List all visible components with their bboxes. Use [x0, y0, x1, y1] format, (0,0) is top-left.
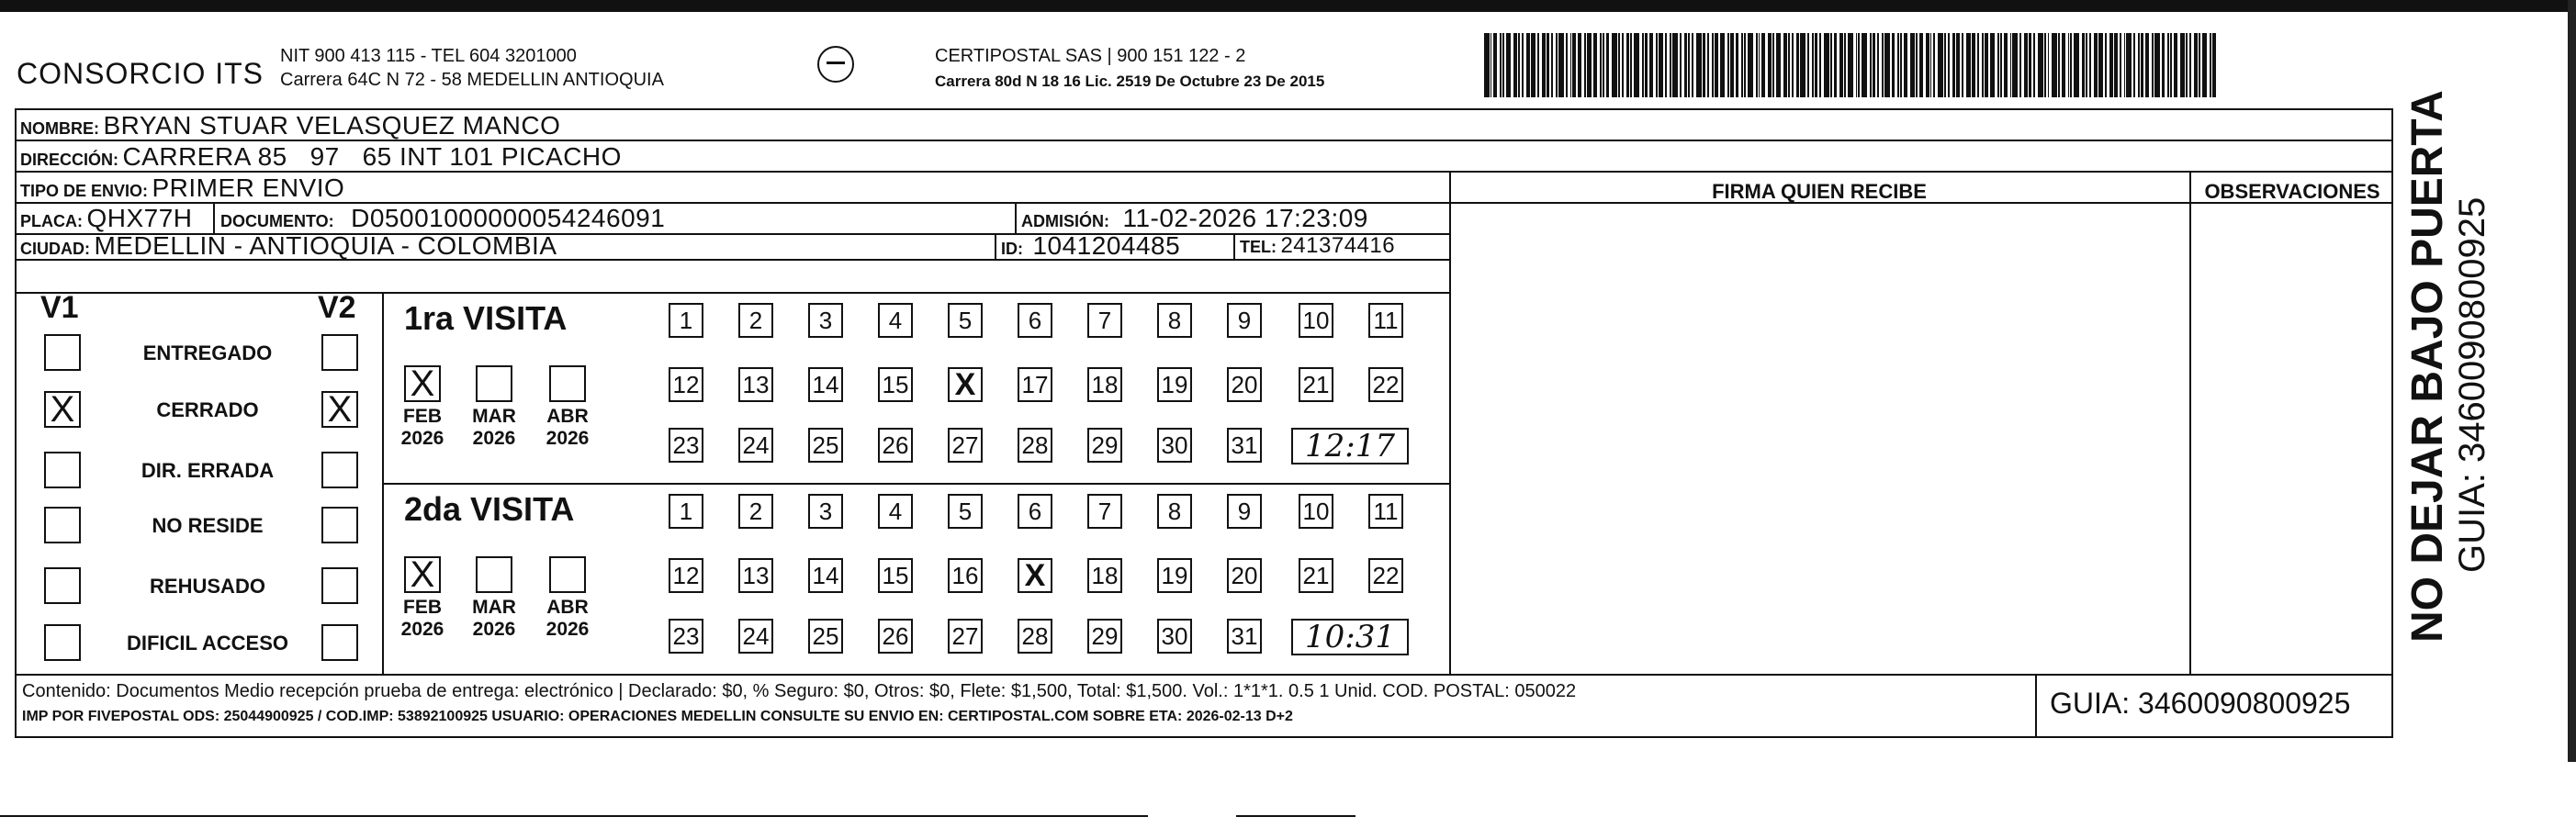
v1-label: V1: [40, 290, 79, 325]
day-box[interactable]: 5: [948, 494, 983, 529]
company-name: CONSORCIO ITS: [17, 57, 264, 90]
day-box[interactable]: 25: [808, 428, 843, 463]
barcode-bar: [1748, 33, 1753, 97]
barcode-bar: [1815, 33, 1818, 97]
day-box[interactable]: 28: [1018, 619, 1052, 654]
barcode-bar: [1688, 33, 1690, 97]
day-box[interactable]: 26: [878, 428, 913, 463]
day-box[interactable]: 3: [808, 303, 843, 338]
barcode-bar: [1500, 33, 1502, 97]
document-value: D05001000000054246091: [351, 204, 666, 232]
barcode-bar: [1518, 33, 1520, 97]
barcode-bar: [1703, 33, 1706, 97]
barcode-bar: [1584, 33, 1586, 97]
barcode-bar: [1948, 33, 1950, 97]
barcode-bar: [2068, 33, 2070, 97]
day-box[interactable]: 11: [1368, 303, 1403, 338]
month-checkbox[interactable]: X: [404, 365, 441, 402]
day-box[interactable]: 23: [669, 428, 703, 463]
day-box[interactable]: 21: [1299, 558, 1333, 593]
company-nit: NIT 900 413 115 - TEL 604 3201000: [280, 46, 577, 66]
barcode-bar: [1819, 33, 1821, 97]
day-box[interactable]: 29: [1087, 428, 1122, 463]
barcode-bar: [1933, 33, 1935, 97]
month-year: 2026: [472, 428, 516, 449]
barcode-bar: [1892, 33, 1895, 97]
v2-checkbox[interactable]: X: [321, 391, 358, 428]
barcode-bar: [1542, 33, 1546, 97]
barcode-bar: [1916, 33, 1918, 97]
barcode-bar: [1645, 33, 1648, 97]
barcode-bar: [1684, 33, 1688, 97]
barcode-bar: [2199, 33, 2200, 97]
barcode-bar: [2210, 33, 2211, 97]
day-box[interactable]: X: [1018, 558, 1052, 593]
barcode-bar: [1930, 33, 1932, 97]
barcode-bar: [1966, 33, 1972, 97]
barcode-bar: [1807, 33, 1809, 97]
barcode-bar: [1670, 33, 1671, 97]
barcode-bar: [2000, 33, 2002, 97]
barcode-bar: [1630, 33, 1632, 97]
firma-header: FIRMA QUIEN RECIBE: [1712, 180, 1927, 203]
company-address: Carrera 64C N 72 - 58 MEDELLIN ANTIOQUIA: [280, 70, 664, 90]
barcode-bar: [1715, 33, 1718, 97]
barcode-bar: [2109, 33, 2113, 97]
admission-value: 11-02-2026 17:23:09: [1122, 204, 1368, 232]
footer-contenido: Contenido: Documentos Medio recepción prueba de entrega: electrónico | Declarado: $0, % Seguro: $0, Otros: $0, Flete: $1,500, Total: $1,500. Vol.: 1*1*1. 0.5 1 Unid. COD. POSTAL: 050022: [22, 681, 1577, 701]
day-box[interactable]: 20: [1227, 367, 1262, 402]
barcode-bar: [1547, 33, 1550, 97]
direccion-field: DIRECCIÓN: CARRERA 85 97 65 INT 101 PICACHO: [20, 142, 622, 171]
status-option-label: REHUSADO: [150, 575, 265, 598]
barcode-bar: [1919, 33, 1923, 97]
day-box[interactable]: 5: [948, 303, 983, 338]
city-value: MEDELLIN - ANTIOQUIA - COLOMBIA: [94, 231, 557, 260]
signature-line: [0, 815, 1148, 817]
day-box[interactable]: 15: [878, 558, 913, 593]
day-box[interactable]: 27: [948, 428, 983, 463]
day-box[interactable]: 17: [1018, 367, 1052, 402]
barcode-bar: [1800, 33, 1805, 97]
barcode-bar: [1720, 33, 1726, 97]
month-checkbox[interactable]: [549, 365, 586, 402]
barcode-bar: [1736, 33, 1739, 97]
barcode-bar: [2133, 33, 2135, 97]
month-year: 2026: [546, 428, 590, 449]
barcode-bar: [1642, 33, 1644, 97]
visit-time: 10:31: [1291, 619, 1409, 655]
barcode-bar: [1856, 33, 1858, 97]
day-box[interactable]: 14: [808, 558, 843, 593]
shipment-type: PRIMER ENVIO: [152, 173, 345, 202]
day-box[interactable]: 27: [948, 619, 983, 654]
barcode-bar: [2044, 33, 2046, 97]
day-box[interactable]: 8: [1157, 303, 1192, 338]
day-box[interactable]: 15: [878, 367, 913, 402]
day-box[interactable]: 7: [1087, 494, 1122, 529]
day-box[interactable]: 24: [738, 619, 773, 654]
month-checkbox[interactable]: X: [404, 556, 441, 593]
barcode-bar: [1672, 33, 1678, 97]
barcode-bar: [1513, 33, 1517, 97]
v2-checkbox[interactable]: [321, 507, 358, 543]
barcode-bar: [1962, 33, 1963, 97]
barcode-bar: [1848, 33, 1853, 97]
day-box[interactable]: 31: [1227, 619, 1262, 654]
barcode-bar: [2138, 33, 2140, 97]
month-checkbox[interactable]: [476, 365, 512, 402]
barcode-bar: [2074, 33, 2079, 97]
barcode-bar: [1910, 33, 1916, 97]
observaciones-header: OBSERVACIONES: [2204, 180, 2380, 203]
barcode-bar: [1824, 33, 1829, 97]
v1-checkbox[interactable]: [44, 452, 81, 488]
side-guia: GUIA: 3460090800925: [2452, 196, 2492, 573]
barcode-bar: [2010, 33, 2012, 97]
barcode-bar: [1606, 33, 1610, 97]
barcode-bar: [2120, 33, 2121, 97]
barcode-bar: [1844, 33, 1846, 97]
barcode-bar: [1551, 33, 1553, 97]
day-box[interactable]: 25: [808, 619, 843, 654]
day-box[interactable]: 19: [1157, 367, 1192, 402]
barcode-bar: [1756, 33, 1758, 97]
barcode-bar: [2212, 33, 2216, 97]
day-box[interactable]: 18: [1087, 367, 1122, 402]
barcode-bar: [2145, 33, 2149, 97]
barcode-bar: [2189, 33, 2191, 97]
barcode-bar: [1882, 33, 1884, 97]
barcode-bar: [1904, 33, 1907, 97]
barcode-bar: [1783, 33, 1787, 97]
barcode-bar: [2052, 33, 2057, 97]
day-box[interactable]: 14: [808, 367, 843, 402]
barcode-bar: [2154, 33, 2160, 97]
month-label: ABR: [546, 406, 589, 427]
barcode-bar: [2089, 33, 2091, 97]
barcode-bar: [1603, 33, 1604, 97]
barcode-bar: [1484, 33, 1490, 97]
barcode-bar: [1696, 33, 1702, 97]
v1-checkbox[interactable]: [44, 334, 81, 371]
day-box[interactable]: 30: [1157, 428, 1192, 463]
barcode-bar: [2024, 33, 2028, 97]
barcode-bar: [1990, 33, 1996, 97]
barcode-bar: [1877, 33, 1879, 97]
day-box[interactable]: 2: [738, 494, 773, 529]
barcode-bar: [2162, 33, 2165, 97]
id-field: ID: 1041204485: [1001, 231, 1181, 260]
day-box[interactable]: 23: [669, 619, 703, 654]
month-year: 2026: [546, 619, 590, 640]
v1-checkbox[interactable]: [44, 507, 81, 543]
day-box[interactable]: X: [948, 367, 983, 402]
day-box[interactable]: 24: [738, 428, 773, 463]
barcode-bar: [1600, 33, 1602, 97]
barcode-bar: [1665, 33, 1667, 97]
barcode-bar: [1839, 33, 1843, 97]
barcode-bar: [1812, 33, 1814, 97]
barcode-bar: [1985, 33, 1988, 97]
barcode-bar: [2126, 33, 2132, 97]
barcode-bar: [1659, 33, 1664, 97]
carrier-name: CERTIPOSTAL SAS | 900 151 122 - 2: [935, 46, 1246, 66]
barcode-bar: [1727, 33, 1729, 97]
barcode-bar: [1707, 33, 1709, 97]
status-option-label: ENTREGADO: [142, 341, 273, 364]
barcode-bar: [2202, 33, 2208, 97]
day-box[interactable]: 10: [1299, 494, 1333, 529]
barcode-bar: [2062, 33, 2065, 97]
day-box[interactable]: 29: [1087, 619, 1122, 654]
day-box[interactable]: 11: [1368, 494, 1403, 529]
day-box[interactable]: 16: [948, 558, 983, 593]
id-value: 1041204485: [1032, 231, 1181, 260]
v2-checkbox[interactable]: [321, 452, 358, 488]
barcode-bar: [1680, 33, 1682, 97]
status-option-label: CERRADO: [156, 398, 259, 421]
day-box[interactable]: 13: [738, 558, 773, 593]
barcode-bar: [2174, 33, 2177, 97]
barcode-bar: [2094, 33, 2098, 97]
barcode-bar: [1744, 33, 1746, 97]
recipient-name: BRYAN STUAR VELASQUEZ MANCO: [103, 111, 561, 140]
barcode-bar: [1730, 33, 1734, 97]
v2-checkbox[interactable]: [321, 334, 358, 371]
right-border: [2568, 0, 2576, 762]
barcode-bar: [1712, 33, 1714, 97]
barcode-bar: [1938, 33, 1943, 97]
barcode-bar: [1502, 33, 1504, 97]
day-box[interactable]: 3: [808, 494, 843, 529]
day-box[interactable]: 22: [1368, 558, 1403, 593]
barcode-bar: [1578, 33, 1581, 97]
day-box[interactable]: 28: [1018, 428, 1052, 463]
v1-checkbox[interactable]: [44, 624, 81, 661]
second-visit-title: 2da VISITA: [404, 490, 575, 528]
day-box[interactable]: 20: [1227, 558, 1262, 593]
placa-field: PLACA: QHX77H: [20, 204, 193, 232]
barcode-bar: [1566, 33, 1568, 97]
month-label: MAR: [472, 406, 516, 427]
barcode-bar: [1972, 33, 1975, 97]
day-box[interactable]: 1: [669, 494, 703, 529]
month-checkbox[interactable]: [476, 556, 512, 593]
carrier-address: Carrera 80d N 18 16 Lic. 2519 De Octubre 23 De 2015: [935, 73, 1325, 90]
recipient-address: CARRERA 85 97 65 INT 101 PICACHO: [122, 142, 622, 171]
month-year: 2026: [472, 619, 516, 640]
day-box[interactable]: 21: [1299, 367, 1333, 402]
day-box[interactable]: 13: [738, 367, 773, 402]
barcode-bar: [1772, 33, 1774, 97]
barcode-bar: [1490, 33, 1492, 97]
day-box[interactable]: 4: [878, 494, 913, 529]
barcode-bar: [1741, 33, 1743, 97]
day-box[interactable]: 6: [1018, 494, 1052, 529]
barcode-bar: [1792, 33, 1794, 97]
month-label: MAR: [472, 597, 516, 618]
barcode-bar: [1570, 33, 1572, 97]
month-year: 2026: [400, 619, 444, 640]
barcode-bar: [2070, 33, 2072, 97]
day-box[interactable]: 30: [1157, 619, 1192, 654]
barcode-bar: [1649, 33, 1653, 97]
barcode-bar: [1788, 33, 1790, 97]
ciudad-field: CIUDAD: MEDELLIN - ANTIOQUIA - COLOMBIA: [20, 231, 557, 260]
barcode-bar: [2004, 33, 2008, 97]
barcode-bar: [1634, 33, 1639, 97]
day-box[interactable]: 12: [669, 367, 703, 402]
barcode-bar: [2029, 33, 2032, 97]
day-box[interactable]: 1: [669, 303, 703, 338]
barcode-bar: [1761, 33, 1765, 97]
footer-imp: IMP POR FIVEPOSTAL ODS: 25044900925 / COD.IMP: 53892100925 USUARIO: OPERACIONES MEDELLIN CONSULTE SU ENVIO EN: CERTIPOSTAL.COM SOBRE ETA: 2026-02-13 D+2: [22, 709, 1293, 724]
barcode-bar: [1997, 33, 1999, 97]
month-label: FEB: [403, 406, 442, 427]
visit-time: 12:17: [1291, 428, 1409, 464]
barcode-bar: [1944, 33, 1946, 97]
barcode-bar: [1558, 33, 1564, 97]
barcode-bar: [1612, 33, 1617, 97]
admision-field: ADMISIÓN: 11-02-2026 17:23:09: [1021, 204, 1368, 232]
day-box[interactable]: 6: [1018, 303, 1052, 338]
day-box[interactable]: 2: [738, 303, 773, 338]
barcode-bar: [1537, 33, 1539, 97]
barcode-bar: [1493, 33, 1497, 97]
barcode-bar: [1830, 33, 1832, 97]
barcode-bar: [2012, 33, 2018, 97]
barcode-bar: [1622, 33, 1624, 97]
barcode-bar: [1862, 33, 1867, 97]
day-box[interactable]: 26: [878, 619, 913, 654]
barcode-bar: [1834, 33, 1838, 97]
barcode-bar: [1956, 33, 1960, 97]
barcode-bar: [2152, 33, 2154, 97]
barcode-bar: [1556, 33, 1558, 97]
barcode-bar: [1900, 33, 1902, 97]
barcode-bar: [2048, 33, 2050, 97]
barcode-bar: [1796, 33, 1800, 97]
top-border: [0, 0, 2576, 12]
side-warning: NO DEJAR BAJO PUERTA: [2403, 90, 2452, 643]
barcode-bar: [2098, 33, 2104, 97]
barcode-bar: [1759, 33, 1760, 97]
barcode-bar: [1952, 33, 1956, 97]
month-year: 2026: [400, 428, 444, 449]
barcode-bar: [2124, 33, 2126, 97]
barcode-bar: [1897, 33, 1899, 97]
barcode-bar: [2141, 33, 2144, 97]
barcode-bar: [1572, 33, 1576, 97]
barcode-bar: [1982, 33, 1984, 97]
barcode-bar: [1522, 33, 1524, 97]
barcode-bar: [2180, 33, 2186, 97]
day-box[interactable]: 9: [1227, 494, 1262, 529]
v2-checkbox[interactable]: [321, 624, 358, 661]
barcode-bar: [2186, 33, 2188, 97]
nombre-field: NOMBRE: BRYAN STUAR VELASQUEZ MANCO: [20, 111, 561, 140]
barcode-bar: [1618, 33, 1620, 97]
month-label: FEB: [403, 597, 442, 618]
tel-value: 241374416: [1280, 233, 1396, 258]
barcode-bar: [1870, 33, 1872, 97]
barcode-bar: [2086, 33, 2087, 97]
month-label: ABR: [546, 597, 589, 618]
barcode-bar: [2105, 33, 2107, 97]
barcode-bar: [2033, 33, 2035, 97]
v2-label: V2: [318, 290, 356, 325]
day-box[interactable]: 18: [1087, 558, 1122, 593]
day-box[interactable]: 19: [1157, 558, 1192, 593]
plate-value: QHX77H: [86, 204, 193, 232]
barcode-bar: [1884, 33, 1890, 97]
barcode-bar: [2082, 33, 2086, 97]
month-checkbox[interactable]: [549, 556, 586, 593]
barcode-bar: [2194, 33, 2198, 97]
documento-field: DOCUMENTO: D05001000000054246091: [220, 204, 666, 232]
barcode-bar: [1506, 33, 1512, 97]
day-box[interactable]: 8: [1157, 494, 1192, 529]
tel-field: TEL: 241374416: [1240, 233, 1396, 258]
barcode-icon: [1484, 33, 2217, 97]
v1-checkbox[interactable]: X: [44, 391, 81, 428]
day-box[interactable]: 10: [1299, 303, 1333, 338]
status-option-label: DIR. ERRADA: [141, 459, 275, 482]
barcode-bar: [1776, 33, 1782, 97]
barcode-bar: [2019, 33, 2021, 97]
barcode-bar: [1656, 33, 1658, 97]
barcode-bar: [1926, 33, 1929, 97]
barcode-bar: [1593, 33, 1597, 97]
day-box[interactable]: 4: [878, 303, 913, 338]
v2-checkbox[interactable]: [321, 567, 358, 604]
barcode-bar: [1768, 33, 1772, 97]
footer-guia: GUIA: 3460090800925: [2050, 687, 2351, 720]
barcode-bar: [2114, 33, 2118, 97]
first-visit-title: 1ra VISITA: [404, 299, 568, 337]
barcode-bar: [1626, 33, 1630, 97]
day-box[interactable]: 9: [1227, 303, 1262, 338]
barcode-bar: [1526, 33, 1530, 97]
tipo-envio-field: TIPO DE ENVIO: PRIMER ENVIO: [20, 173, 345, 202]
barcode-bar: [1977, 33, 1979, 97]
barcode-bar: [1531, 33, 1536, 97]
day-box[interactable]: 12: [669, 558, 703, 593]
day-box[interactable]: 22: [1368, 367, 1403, 402]
barcode-bar: [2038, 33, 2043, 97]
carrier-logo-icon: [817, 46, 854, 83]
barcode-bar: [2058, 33, 2060, 97]
barcode-bar: [1692, 33, 1693, 97]
day-box[interactable]: 7: [1087, 303, 1122, 338]
v1-checkbox[interactable]: [44, 567, 81, 604]
barcode-bar: [1858, 33, 1860, 97]
status-option-label: NO RESIDE: [152, 514, 264, 537]
status-option-label: DIFICIL ACCESO: [126, 632, 288, 655]
signature-line-short: [1236, 815, 1355, 817]
barcode-bar: [2167, 33, 2169, 97]
barcode-bar: [1873, 33, 1876, 97]
barcode-bar: [2170, 33, 2172, 97]
barcode-bar: [1587, 33, 1592, 97]
day-box[interactable]: 31: [1227, 428, 1262, 463]
